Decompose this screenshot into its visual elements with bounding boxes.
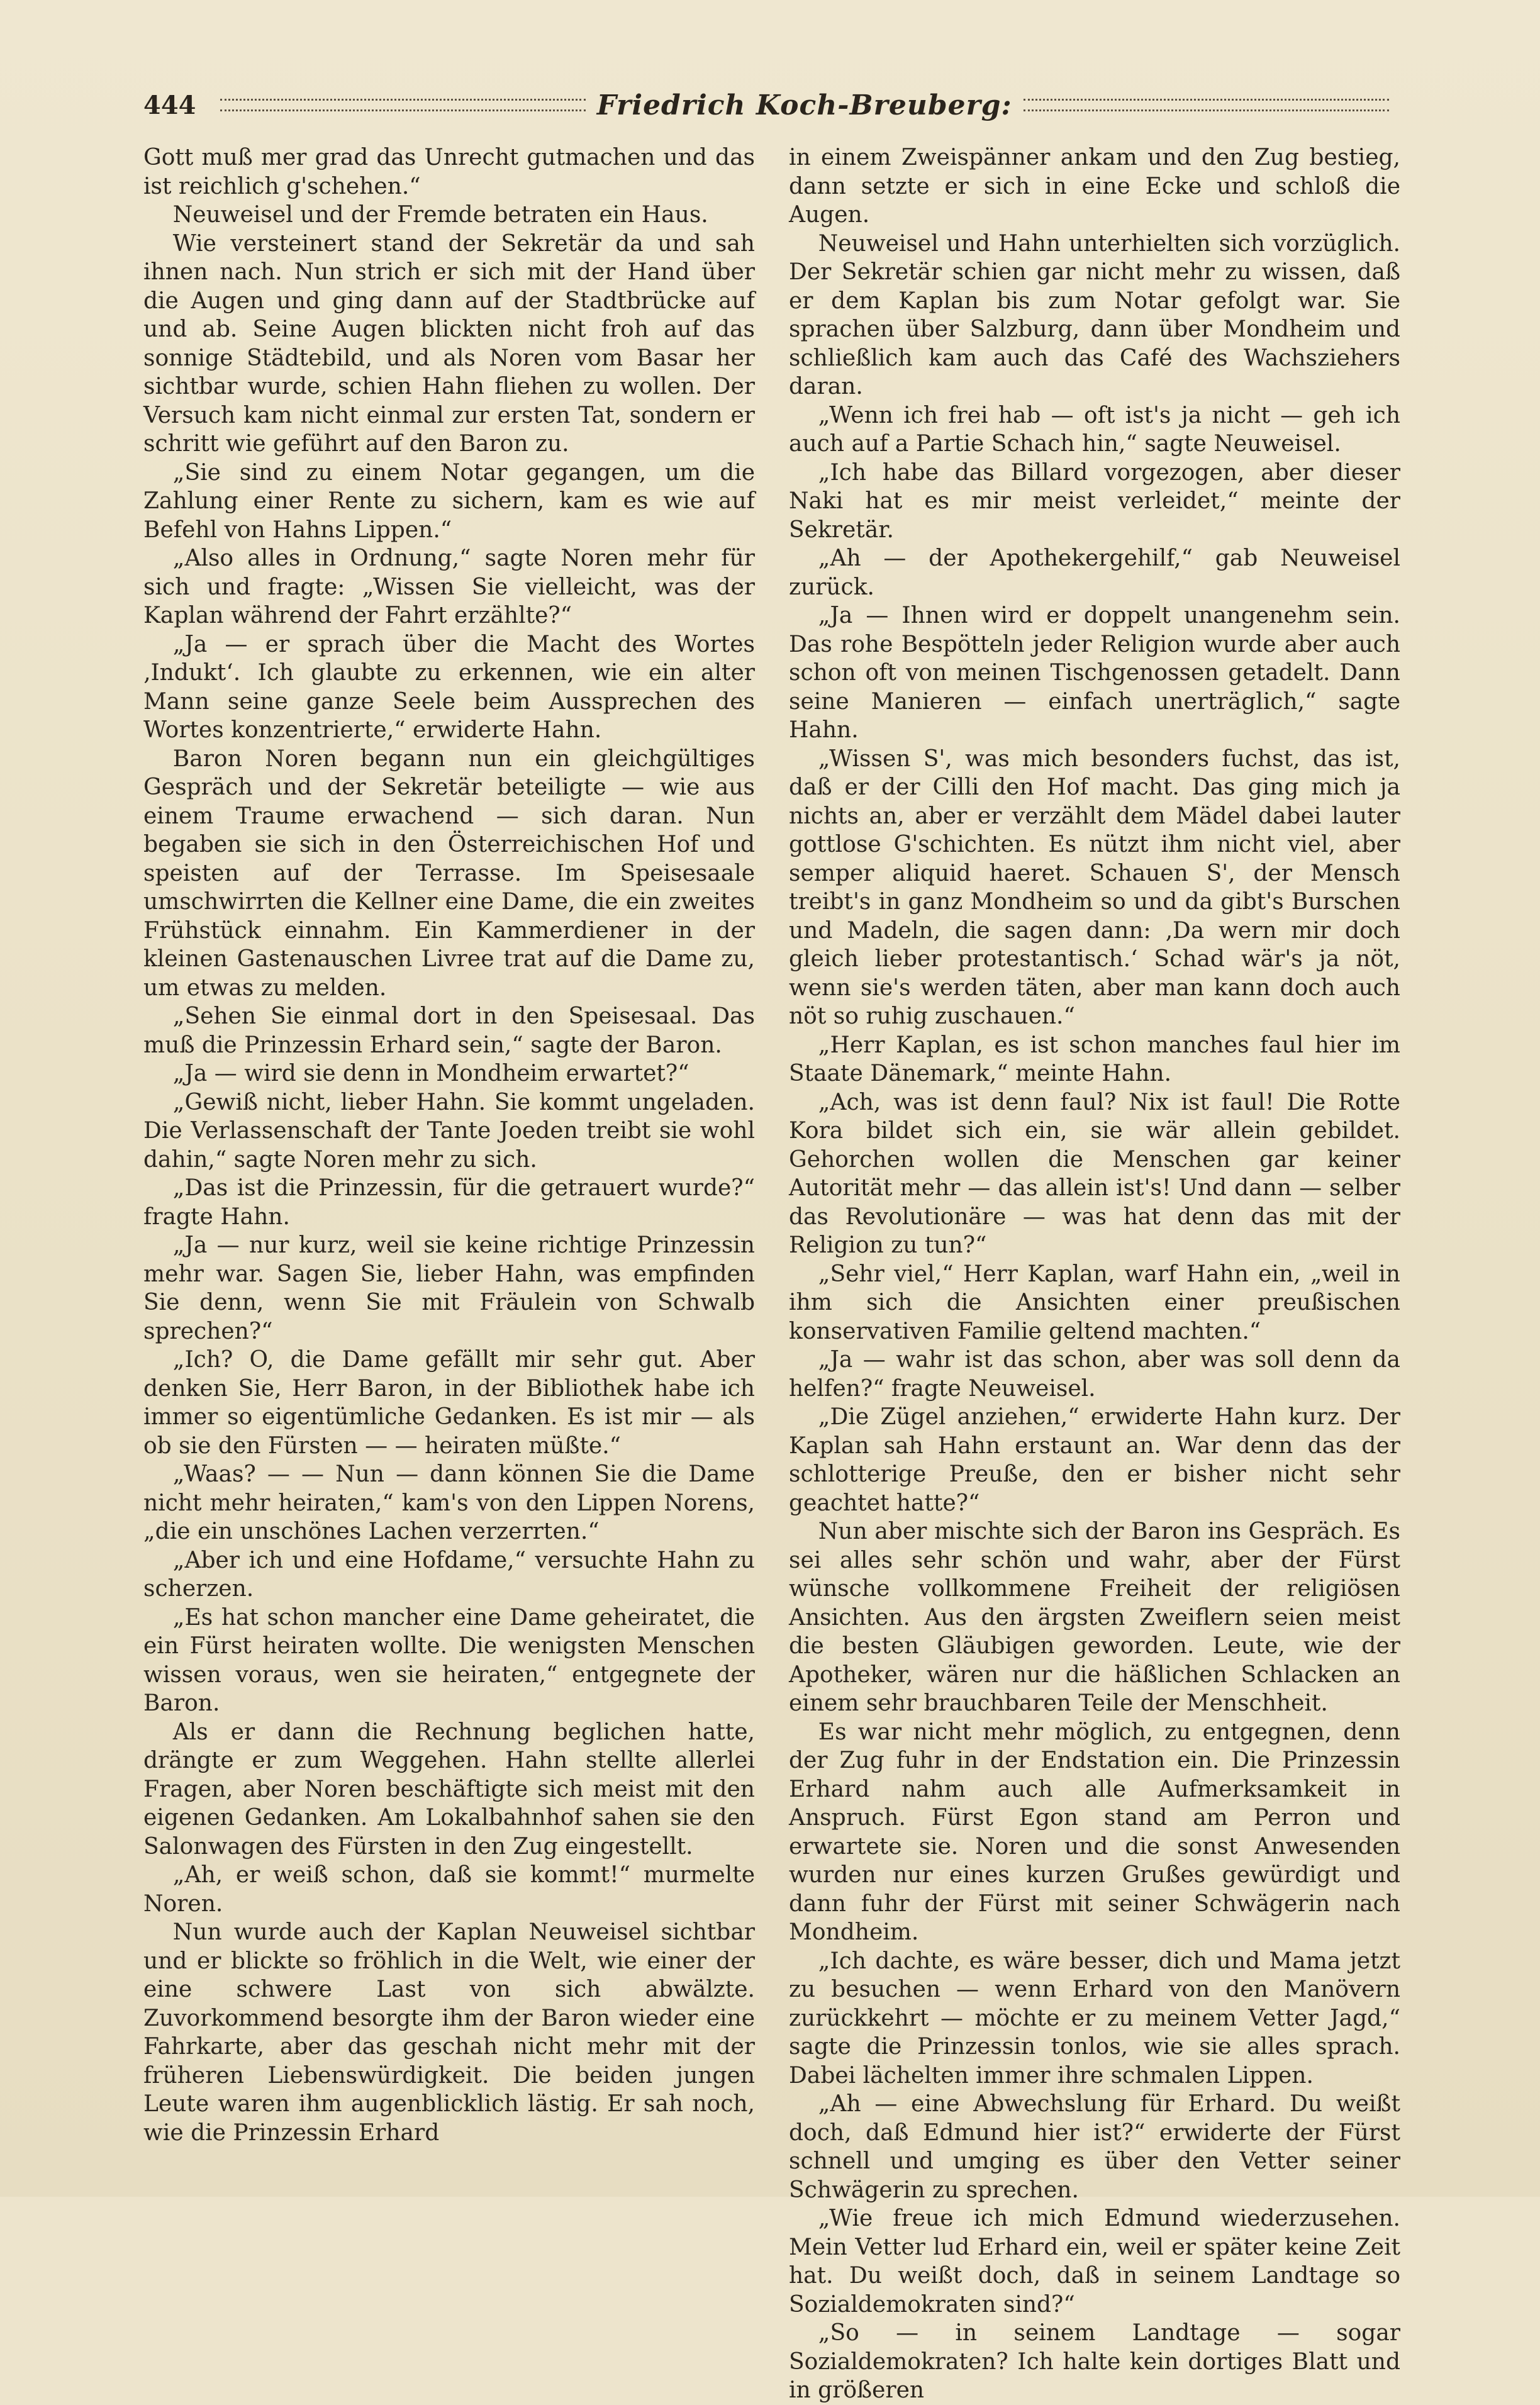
paragraph: „Also alles in Ordnung,“ sagte Noren mehr für sich und fragte: „Wissen Sie vielleicht, was der Kaplan während der Fahrt erzählte?“	[143, 545, 755, 628]
paragraph: „Ja — er sprach über die Macht des Wortes ‚Indukt‘. Ich glaubte zu erkennen, wie ein alter Mann seine ganze Seele beim Aussprechen des Wortes konzentrierte,“ erwiderte Hahn.	[143, 631, 755, 743]
paragraph: „Ach, was ist denn faul? Nix ist faul! Die Rotte Kora bildet sich ein, sie wär allein gebildet. Gehorchen wollen die Menschen gar keiner Autorität mehr — das allein ist's! Und dann — selber das Revolutionäre — was hat denn das mit der Religion zu tun?“	[789, 1089, 1400, 1258]
paragraph: „Herr Kaplan, es ist schon manches faul hier im Staate Dänemark,“ meinte Hahn.	[789, 1032, 1400, 1086]
right-column	[789, 143, 1400, 2403]
paragraph: „So — in seinem Landtage — sogar Sozialdemokraten? Ich halte kein dortiges Blatt und in größeren	[789, 2320, 1400, 2403]
paragraph: „Waas? — — Nun — dann können Sie die Dame nicht mehr heiraten,“ kam's von den Lippen Norens, „die ein unschönes Lachen verzerrten.“	[143, 1461, 755, 1544]
paragraph: Baron Noren begann nun ein gleichgültiges Gespräch und der Sekretär beteiligte — wie aus einem Traume erwachend — sich daran. Nun begaben sie sich in den Österreichischen Hof und speisten auf der Terrasse. Im Speisesaale umschwirrten die Kellner eine Dame, die ein zweites Frühstück einnahm. Ein Kammerdiener in der kleinen Gastenauschen Livree trat auf die Dame zu, um etwas zu melden.	[143, 745, 755, 1001]
running-title: Friedrich Koch-Breuberg:	[596, 89, 1012, 121]
paragraph: „Wenn ich frei hab — oft ist's ja nicht — geh ich auch auf a Partie Schach hin,“ sagte Neuweisel.	[789, 402, 1400, 457]
paragraph: „Ah — eine Abwechslung für Erhard. Du weißt doch, daß Edmund hier ist?“ erwiderte der Fürst schnell und umging es über den Vetter seiner Schwägerin zu sprechen.	[789, 2091, 1400, 2203]
paragraph: „Ja — wird sie denn in Mondheim erwartet?“	[172, 1061, 689, 1086]
paragraph: in einem Zweispänner ankam und den Zug bestieg, dann setzte er sich in eine Ecke und schloß die Augen.	[789, 145, 1400, 228]
paragraph: „Ich? O, die Dame gefällt mir sehr gut. Aber denken Sie, Herr Baron, in der Bibliothek habe ich immer so eigentümliche Gedanken. Es ist mir — als ob sie den Fürsten — — heiraten müßte.“	[143, 1347, 755, 1459]
paragraph: Neuweisel und der Fremde betraten ein Haus.	[172, 202, 708, 228]
paragraph: Als er dann die Rechnung beglichen hatte, drängte er zum Weggehen. Hahn stellte allerlei Fragen, aber Noren beschäftigte sich meist mit den eigenen Gedanken. Am Lokalbahnhof sahen sie den Salonwagen des Fürsten in den Zug eingestellt.	[143, 1719, 755, 1860]
paragraph: Gott muß mer grad das Unrecht gutmachen und das ist reichlich g'schehen.“	[143, 145, 755, 199]
paragraph: „Wissen S', was mich besonders fuchst, das ist, daß er der Cilli den Hof macht. Das ging mich ja nichts an, aber er verzählt dem Mädel dabei lauter gottlose G'schichten. Es nützt ihm nicht viel, aber semper aliquid haeret. Schauen S', der Mensch treibt's in ganz Mondheim so und da gibt's Burschen und Madeln, die sagen dann: ‚Da wern mir doch gleich lieber protestantisch.‘ Schad wär's ja nöt, wenn sie's werden täten, aber man kann doch auch nöt so ruhig zuschauen.“	[789, 745, 1400, 1029]
paragraph: „Sehr viel,“ Herr Kaplan, warf Hahn ein, „weil in ihm sich die Ansichten einer preußischen konservativen Familie geltend machten.“	[789, 1261, 1400, 1344]
page-number: 444	[143, 90, 196, 120]
paragraph: Nun aber mischte sich der Baron ins Gespräch. Es sei alles sehr schön und wahr, aber der Fürst wünsche vollkommene Freiheit der religiösen Ansichten. Aus den ärgsten Zweiflern seien meist die besten Gläubigen geworden. Leute, wie der Apotheker, wären nur die häßlichen Schlacken an einem sehr brauchbaren Teile der Menschheit.	[789, 1519, 1400, 1716]
paragraph: „Ich habe das Billard vorgezogen, aber dieser Naki hat es mir meist verleidet,“ meinte der Sekretär.	[789, 459, 1400, 543]
paragraph: „Ja — nur kurz, weil sie keine richtige Prinzessin mehr war. Sagen Sie, lieber Hahn, was empfinden Sie denn, wenn Sie mit Fräulein von Schwalb sprechen?“	[143, 1232, 755, 1344]
paragraph: Wie versteinert stand der Sekretär da und sah ihnen nach. Nun strich er sich mit der Hand über die Augen und ging dann auf der Stadtbrücke auf und ab. Seine Augen blickten nicht froh auf das sonnige Städtebild, und als Noren vom Basar her sichtbar wurde, schien Hahn fliehen zu wollen. Der Versuch kam nicht einmal zur ersten Tat, sondern er schritt wie geführt auf den Baron zu.	[143, 230, 755, 457]
paragraph: „Das ist die Prinzessin, für die getrauert wurde?“ fragte Hahn.	[143, 1175, 755, 1230]
paragraph: „Wie freue ich mich Edmund wiederzusehen. Mein Vetter lud Erhard ein, weil er später keine Zeit hat. Du weißt doch, daß in seinem Landtage so Sozialdemokraten sind?“	[789, 2206, 1400, 2318]
left-column	[143, 143, 755, 2146]
paragraph: „Die Zügel anziehen,“ erwiderte Hahn kurz. Der Kaplan sah Hahn erstaunt an. War denn das der schlotterige Preuße, den er bisher nicht sehr geachtet hatte?“	[789, 1404, 1400, 1516]
text-columns	[143, 143, 1400, 2403]
paragraph: „Ah — der Apothekergehilf,“ gab Neuweisel zurück.	[789, 545, 1400, 600]
paragraph: „Gewiß nicht, lieber Hahn. Sie kommt ungeladen. Die Verlassenschaft der Tante Joeden treibt sie wohl dahin,“ sagte Noren mehr zu sich.	[143, 1089, 755, 1173]
paragraph: „Aber ich und eine Hofdame,“ versuchte Hahn zu scherzen.	[143, 1547, 755, 1602]
paragraph: „Es hat schon mancher eine Dame geheiratet, die ein Fürst heiraten wollte. Die wenigsten Menschen wissen voraus, wen sie heiraten,“ entgegnete der Baron.	[143, 1604, 755, 1716]
page-header	[143, 83, 1400, 127]
paragraph: „Ich dachte, es wäre besser, dich und Mama jetzt zu besuchen — wenn Erhard von den Manövern zurückkehrt — möchte er zu meinem Vetter Jagd,“ sagte die Prinzessin tonlos, wie sie alles sprach. Dabei lächelten immer ihre schmalen Lippen.	[789, 1948, 1400, 2089]
paragraph: „Sie sind zu einem Notar gegangen, um die Zahlung einer Rente zu sichern, kam es wie auf Befehl von Hahns Lippen.“	[143, 459, 755, 543]
paragraph: Nun wurde auch der Kaplan Neuweisel sichtbar und er blickte so fröhlich in die Welt, wie einer der eine schwere Last von sich abwälzte. Zuvorkommend besorgte ihm der Baron wieder eine Fahrkarte, aber das geschah nicht mehr mit der früheren Liebenswürdigkeit. Die beiden jungen Leute waren ihm augenblicklich lästig. Er sah noch, wie die Prinzessin Erhard	[143, 1919, 755, 2146]
paragraph: Neuweisel und Hahn unterhielten sich vorzüglich. Der Sekretär schien gar nicht mehr zu wissen, daß er dem Kaplan bis zum Notar gefolgt war. Sie sprachen über Salzburg, dann über Mondheim und schließlich kam auch das Café des Wachsziehers daran.	[789, 230, 1400, 399]
paragraph: „Ja — wahr ist das schon, aber was soll denn da helfen?“ fragte Neuweisel.	[789, 1347, 1400, 1402]
header-ornament-left	[220, 99, 586, 111]
paragraph: Es war nicht mehr möglich, zu entgegnen, denn der Zug fuhr in der Endstation ein. Die Prinzessin Erhard nahm auch alle Aufmerksamkeit in Anspruch. Fürst Egon stand am Perron und erwartete sie. Noren und die sonst Anwesenden wurden nur eines kurzen Grußes gewürdigt und dann fuhr der Fürst mit seiner Schwägerin nach Mondheim.	[789, 1719, 1400, 1945]
paragraph: „Sehen Sie einmal dort in den Speisesaal. Das muß die Prinzessin Erhard sein,“ sagte der Baron.	[143, 1003, 755, 1058]
header-ornament-right	[1024, 99, 1389, 111]
paragraph: „Ah, er weiß schon, daß sie kommt!“ murmelte Noren.	[143, 1862, 755, 1917]
paragraph: „Ja — Ihnen wird er doppelt unangenehm sein. Das rohe Bespötteln jeder Religion wurde aber auch schon oft von meinen Tischgenossen getadelt. Dann seine Manieren — einfach unerträglich,“ sagte Hahn.	[789, 603, 1400, 743]
